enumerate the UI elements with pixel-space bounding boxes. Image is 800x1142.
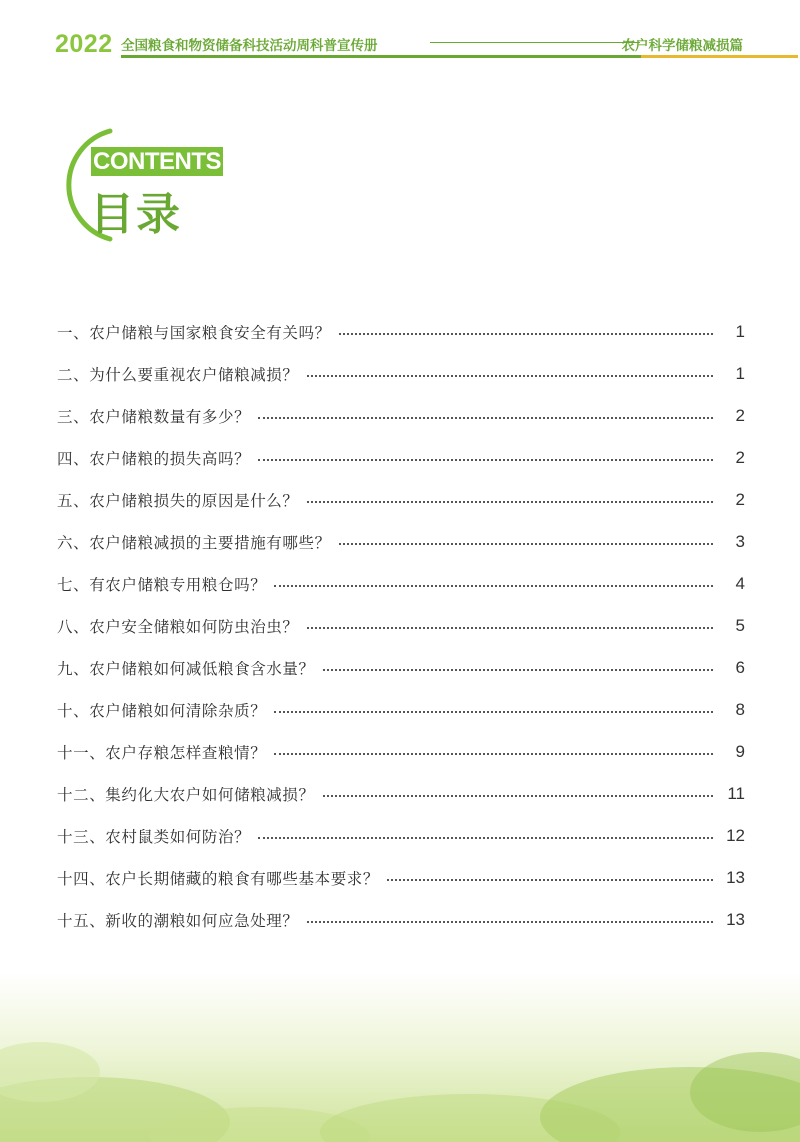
toc-dot-leader	[274, 711, 713, 713]
toc-entry-title: 七、有农户储粮专用粮仓吗？	[57, 576, 267, 594]
toc-entry[interactable]	[57, 899, 745, 941]
contents-heading-en: CONTENTS	[93, 148, 221, 175]
toc-page-number: 11	[727, 784, 745, 803]
toc-dot-leader	[323, 669, 713, 671]
toc-entry-title: 五、农户储粮损失的原因是什么？	[57, 492, 299, 510]
toc-page-number: 2	[735, 448, 745, 467]
toc-page-number: 2	[735, 406, 745, 425]
toc-entry-title: 四、农户储粮的损失高吗？	[57, 450, 251, 468]
toc-page-number: 13	[726, 910, 745, 929]
toc-page-number: 8	[735, 700, 745, 719]
toc-page-number: 4	[735, 574, 745, 593]
toc-dot-leader	[339, 543, 713, 545]
page-header	[55, 28, 745, 62]
toc-dot-leader	[258, 837, 713, 839]
toc-entry[interactable]	[57, 605, 745, 647]
toc-page-number: 5	[735, 616, 745, 635]
bottom-leaf-decoration	[0, 972, 800, 1142]
header-subtitle: 农户科学储粮减损篇	[621, 38, 743, 54]
toc-entry-title: 十五、新收的潮粮如何应急处理？	[57, 912, 299, 930]
toc-page-number: 3	[735, 532, 745, 551]
toc-entry[interactable]	[57, 815, 745, 857]
toc-entry-title: 十二、集约化大农户如何储粮减损？	[57, 786, 315, 804]
header-thin-rule	[430, 42, 640, 43]
toc-entry[interactable]	[57, 521, 745, 563]
toc-entry[interactable]	[57, 563, 745, 605]
toc-entry-title: 十一、农户存粮怎样查粮情？	[57, 744, 267, 762]
contents-heading-cn: 目录	[90, 189, 182, 240]
toc-entry[interactable]	[57, 689, 745, 731]
toc-entry[interactable]	[57, 311, 745, 353]
toc-page-number: 13	[726, 868, 745, 887]
toc-dot-leader	[307, 627, 713, 629]
toc-entry-title: 十四、农户长期储藏的粮食有哪些基本要求？	[57, 870, 380, 888]
toc-entry[interactable]	[57, 647, 745, 689]
header-year: 2022	[55, 30, 113, 58]
toc-page-number: 2	[735, 490, 745, 509]
header-series-title: 全国粮食和物资储备科技活动周科普宣传册	[121, 38, 378, 54]
toc-page-number: 1	[735, 322, 745, 341]
toc-entry-title: 六、农户储粮减损的主要措施有哪些？	[57, 534, 331, 552]
toc-entry-title: 八、农户安全储粮如何防虫治虫？	[57, 618, 299, 636]
header-yellow-rule	[641, 55, 798, 58]
toc-dot-leader	[323, 795, 713, 797]
toc-entry-title: 十三、农村鼠类如何防治？	[57, 828, 251, 846]
toc-entry[interactable]	[57, 353, 745, 395]
toc-entry[interactable]	[57, 857, 745, 899]
toc-dot-leader	[258, 417, 713, 419]
table-of-contents	[57, 311, 745, 941]
toc-entry-title: 三、农户储粮数量有多少？	[57, 408, 251, 426]
toc-entry-title: 一、农户储粮与国家粮食安全有关吗？	[57, 324, 331, 342]
toc-page-number: 9	[735, 742, 745, 761]
toc-entry[interactable]	[57, 479, 745, 521]
toc-page-number: 1	[735, 364, 745, 383]
toc-dot-leader	[387, 879, 713, 881]
toc-entry-title: 十、农户储粮如何清除杂质？	[57, 702, 267, 720]
header-green-rule	[121, 55, 641, 58]
toc-entry[interactable]	[57, 731, 745, 773]
toc-dot-leader	[307, 501, 713, 503]
toc-dot-leader	[274, 585, 713, 587]
toc-dot-leader	[307, 375, 713, 377]
toc-dot-leader	[339, 333, 713, 335]
toc-entry[interactable]	[57, 773, 745, 815]
toc-entry-title: 九、农户储粮如何减低粮食含水量？	[57, 660, 315, 678]
toc-dot-leader	[307, 921, 713, 923]
toc-dot-leader	[258, 459, 713, 461]
toc-dot-leader	[274, 753, 713, 755]
toc-page-number: 12	[726, 826, 745, 845]
toc-entry[interactable]	[57, 437, 745, 479]
toc-page-number: 6	[735, 658, 745, 677]
toc-entry-title: 二、为什么要重视农户储粮减损？	[57, 366, 299, 384]
toc-entry[interactable]	[57, 395, 745, 437]
